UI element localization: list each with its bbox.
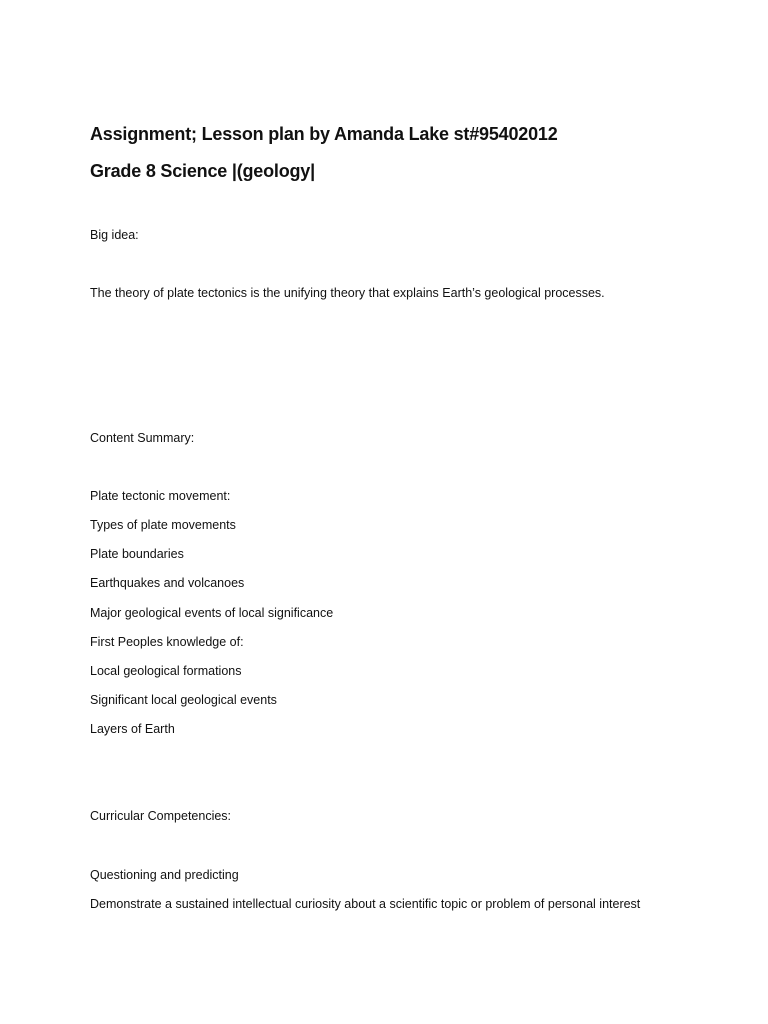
content-item: Types of plate movements [90,518,236,532]
content-item: Layers of Earth [90,722,175,736]
content-summary-label: Content Summary: [90,431,195,445]
content-item: Local geological formations [90,664,242,678]
big-idea-label: Big idea: [90,228,139,242]
content-item: First Peoples knowledge of: [90,635,244,649]
content-item: Major geological events of local significance [90,606,334,620]
competency-text: Demonstrate a sustained intellectual curiosity about a scientific topic or problem of personal interest [90,897,641,911]
content-item: Earthquakes and volcanoes [90,576,245,590]
document-title: Assignment; Lesson plan by Amanda Lake st#95402012 [90,124,558,144]
content-item: Plate boundaries [90,547,184,561]
document-subtitle: Grade 8 Science |(geology| [90,161,315,181]
big-idea-text: The theory of plate tectonics is the unifying theory that explains Earth’s geological processes. [90,286,605,300]
curricular-competencies-label: Curricular Competencies: [90,809,232,823]
competency-heading: Questioning and predicting [90,868,239,882]
content-item: Plate tectonic movement: [90,489,231,503]
content-item: Significant local geological events [90,693,277,707]
